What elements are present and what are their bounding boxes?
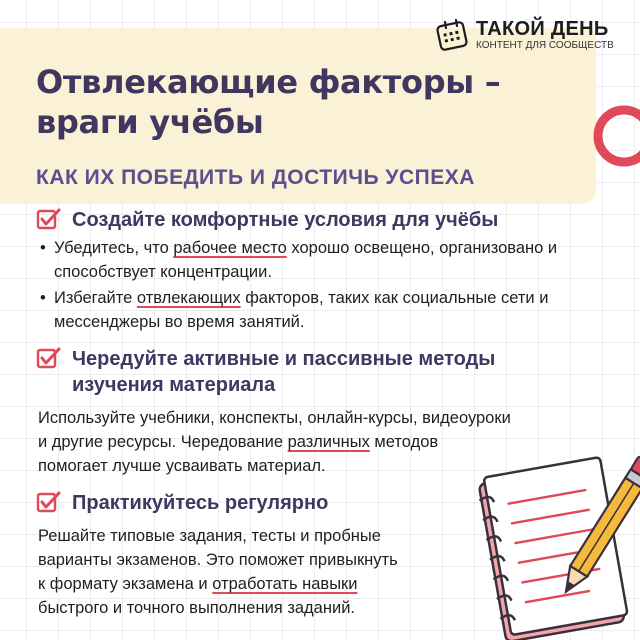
section-3-title: Практикуйтесь регулярно	[72, 492, 329, 514]
checkbox-icon	[36, 207, 62, 231]
checkbox-icon	[36, 490, 62, 514]
brand-name: ТАКОЙ ДЕНЬ	[476, 18, 609, 40]
brand-tagline: КОНТЕНТ ДЛЯ СООБЩЕСТВ	[476, 40, 614, 51]
list-item: • Избегайте отвлекающих факторов, таких как социальные сети и мессенджеры во время занятий.	[40, 286, 600, 334]
notebook-illustration	[472, 444, 640, 640]
title-line-2: враги учёбы	[36, 103, 264, 141]
calendar-logo-icon	[436, 18, 468, 52]
section-1-heading	[36, 207, 498, 233]
brand-logo	[436, 18, 614, 52]
list-item: • Убедитесь, что рабочее место хорошо освещено, организовано и способствует концентрации.	[40, 236, 600, 284]
section-2-heading	[36, 346, 495, 398]
section-3-text: Решайте типовые задания, тесты и пробные варианты экзаменов. Это поможет привыкнуть к формату экзамена и отработать навыки быстрого и точного выполнения заданий.	[38, 527, 398, 617]
checkbox-icon	[36, 346, 62, 370]
title-line-1: Отвлекающие факторы –	[36, 63, 501, 101]
section-2-title: Чередуйте активные и пассивные методы изучения материала	[72, 348, 496, 396]
section-3-heading	[36, 490, 328, 516]
section-1-bullets	[40, 236, 600, 336]
section-1-title: Создайте комфортные условия для учёбы	[72, 209, 499, 231]
section-2-text: Используйте учебники, конспекты, онлайн-курсы, видеоуроки и другие ресурсы. Чередование различных методов помогает лучше усваивать материал.	[38, 409, 511, 475]
page-subtitle: КАК ИХ ПОБЕДИТЬ И ДОСТИЧЬ УСПЕХА	[36, 166, 475, 189]
page-title	[36, 62, 596, 142]
